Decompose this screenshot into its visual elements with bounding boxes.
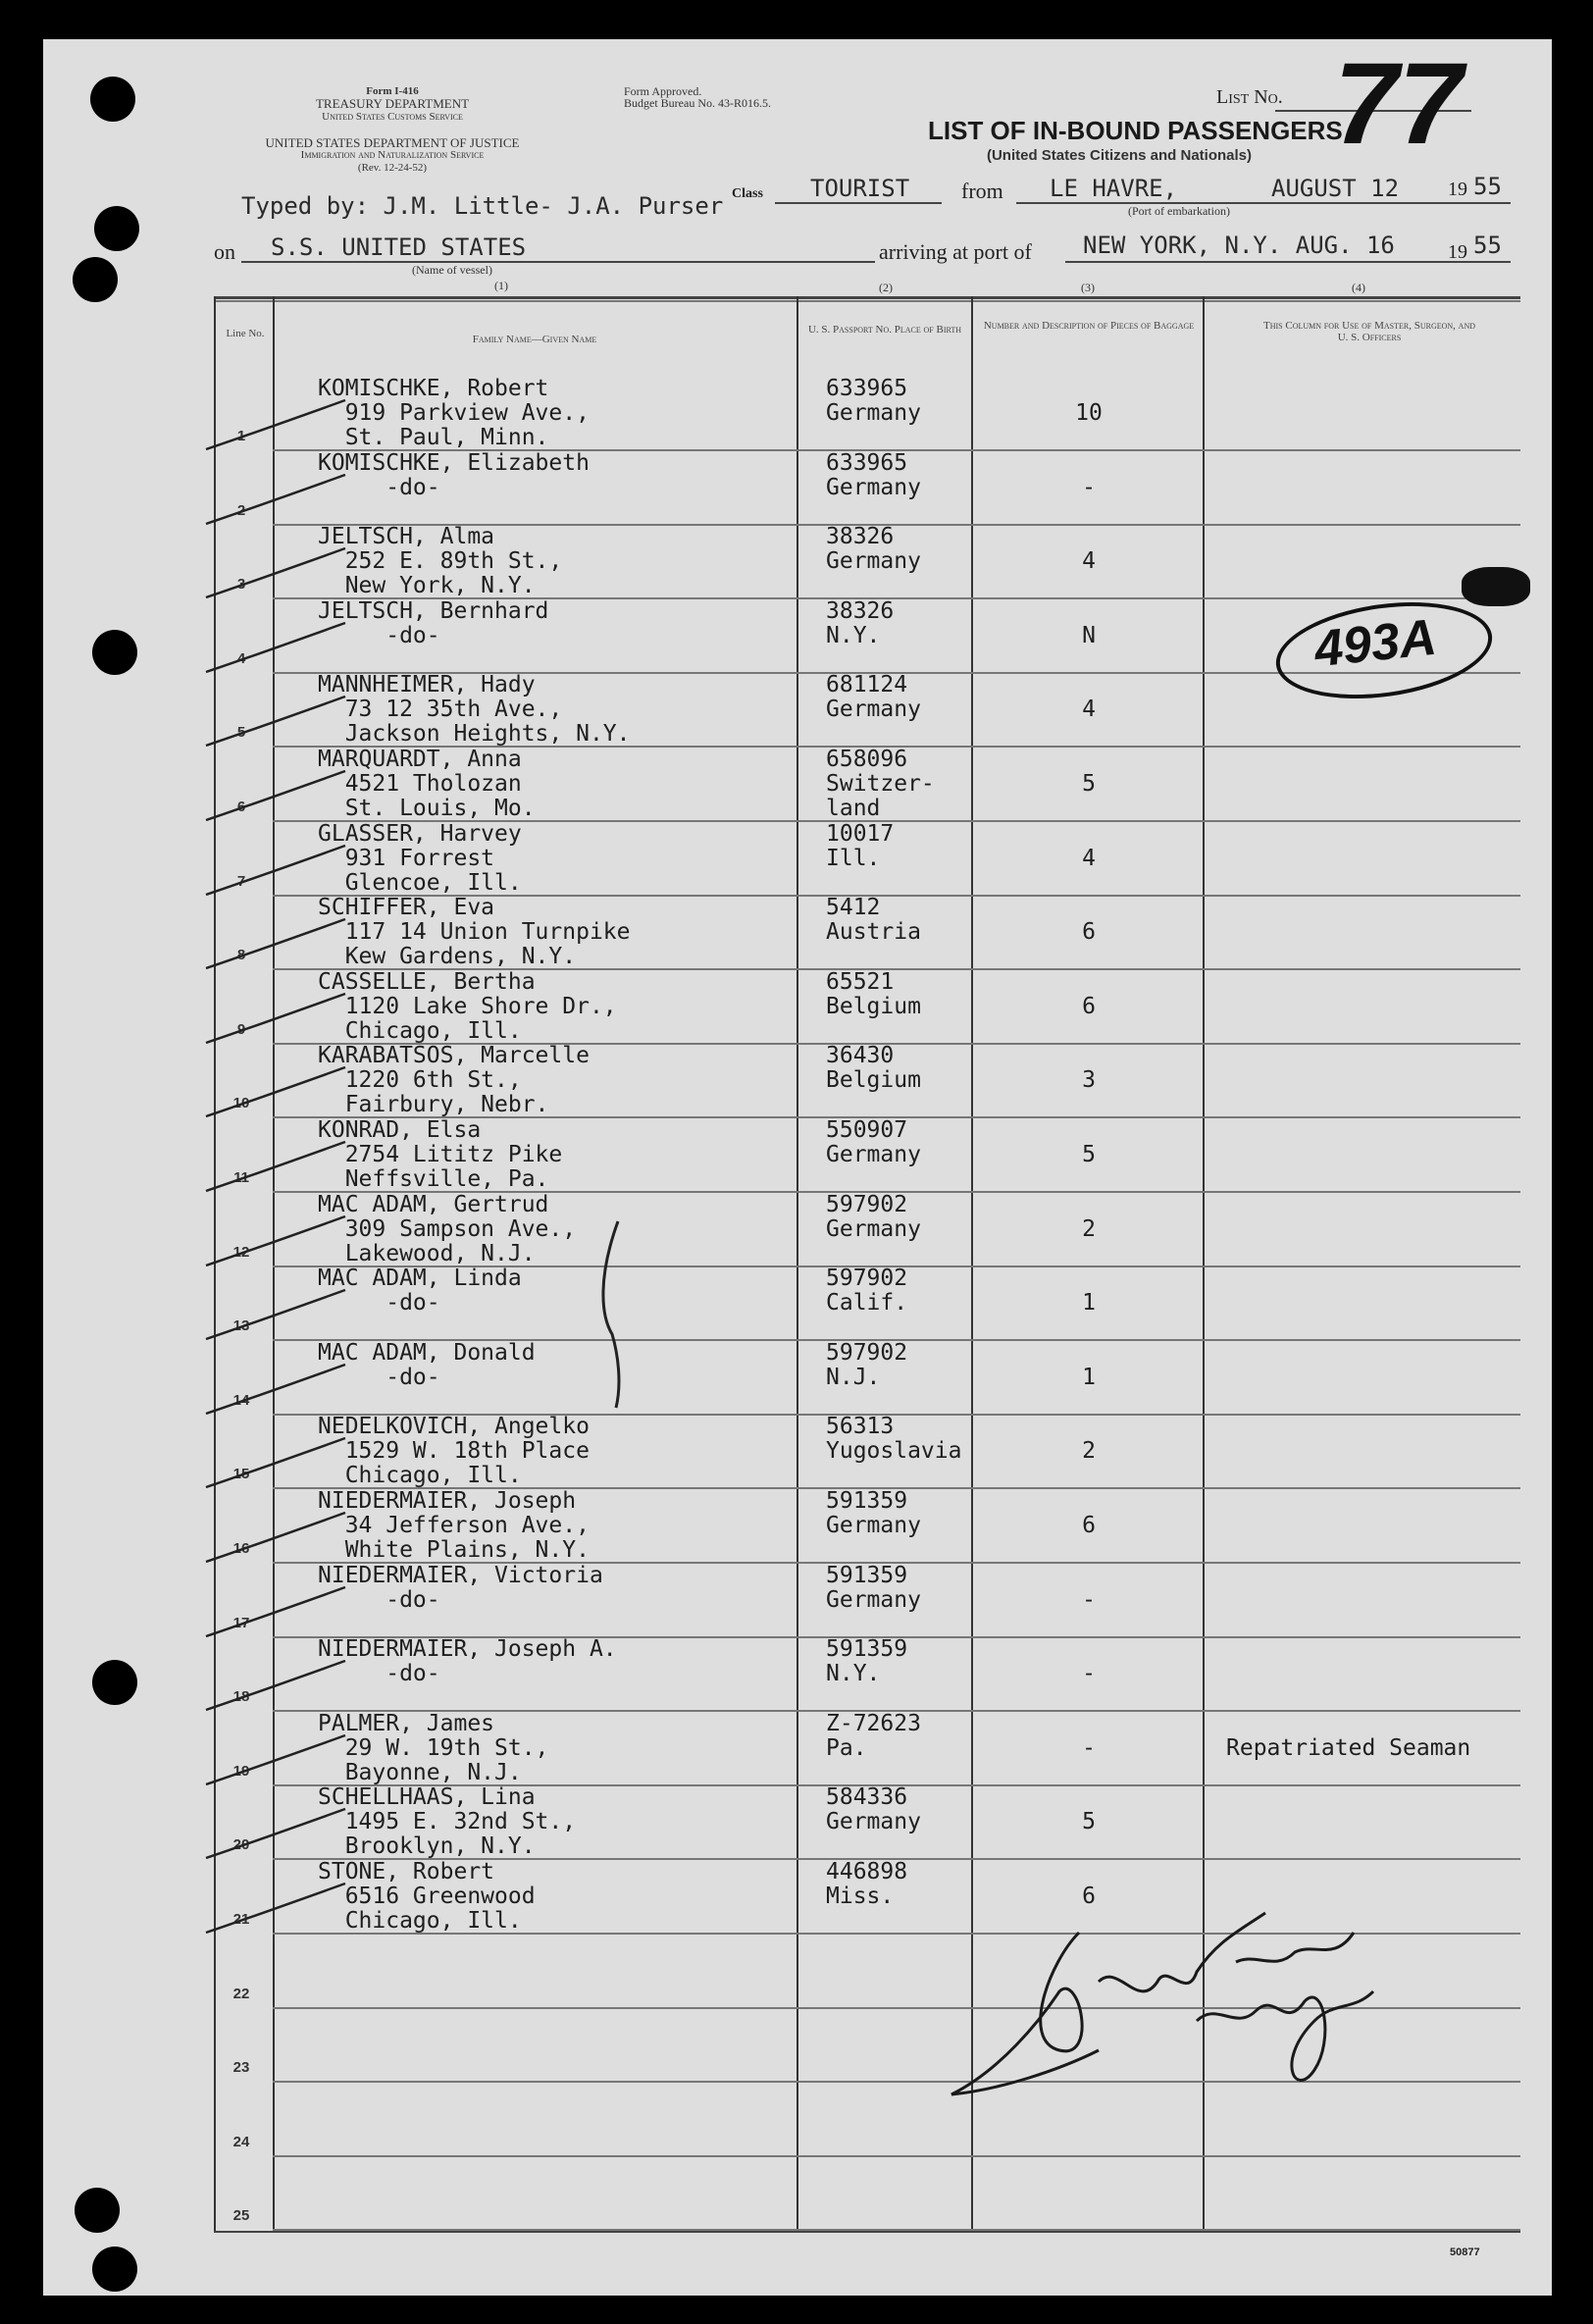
place-of-birth: N.Y. [826, 622, 881, 648]
line-number: 3 [236, 576, 246, 594]
col-num-2: (2) [879, 281, 893, 294]
passenger-name: JELTSCH, Bernhard [318, 597, 549, 624]
passenger-address: 919 Parkview Ave., [318, 400, 590, 426]
passenger-address: 1495 E. 32nd St., [318, 1809, 577, 1835]
baggage-count: 1 [1082, 1290, 1096, 1317]
passport-number: 56313 [826, 1414, 895, 1440]
passenger-address: -do- [318, 474, 440, 500]
passport-number: 591359 [826, 1636, 908, 1663]
baggage-count: 6 [1082, 919, 1096, 946]
document-title: LIST OF IN-BOUND PASSENGERS [928, 116, 1343, 145]
passenger-address: Kew Gardens, N.Y. [318, 944, 577, 970]
line-number: 4 [236, 649, 246, 667]
passenger-address: -do- [318, 1661, 440, 1687]
passport-number: 633965 [826, 376, 908, 401]
file-stamp-number: 493A [1311, 608, 1440, 679]
passenger-name: MAC ADAM, Gertrud [318, 1191, 549, 1217]
baggage-count: 6 [1082, 1884, 1096, 1909]
place-of-birth: Germany [826, 697, 921, 723]
col-num-1: (1) [494, 279, 508, 292]
arrival-year: 55 [1473, 232, 1502, 259]
baggage-count: 4 [1082, 845, 1096, 871]
passenger-address: -do- [318, 1586, 440, 1613]
passenger-address: 2754 Lititz Pike [318, 1142, 563, 1167]
binder-hole [92, 2247, 137, 2292]
revision-date: (Rev. 12-24-52) [357, 162, 428, 174]
passenger-address: Lakewood, N.J. [318, 1240, 536, 1266]
passenger-address: -do- [318, 622, 440, 648]
baggage-count: 2 [1082, 1215, 1096, 1242]
passenger-address: -do- [318, 1364, 440, 1390]
passenger-address: Jackson Heights, N.Y. [318, 721, 631, 748]
arriving-label: arriving at port of [879, 239, 1032, 264]
arrival-port: NEW YORK, N.Y. AUG. 16 [1083, 232, 1395, 259]
baggage-count: 4 [1082, 697, 1096, 723]
baggage-count: 6 [1082, 993, 1096, 1019]
passenger-name: SCHIFFER, Eva [318, 895, 495, 921]
passport-number: 597902 [826, 1339, 908, 1366]
vessel-name: S.S. UNITED STATES [271, 233, 527, 261]
passport-number: 597902 [826, 1265, 908, 1292]
passenger-name: JELTSCH, Alma [318, 524, 495, 550]
baggage-count: 10 [1075, 400, 1103, 426]
line-number: 6 [236, 799, 246, 815]
line-number: 14 [232, 1391, 250, 1409]
baggage-count: - [1082, 474, 1096, 500]
passenger-name: STONE, Robert [318, 1859, 495, 1885]
on-label: on [214, 239, 235, 264]
passenger-address: 6516 Greenwood [318, 1884, 536, 1909]
line-number: 8 [236, 947, 246, 964]
place-of-birth: Germany [826, 1142, 921, 1167]
passenger-address: White Plains, N.Y. [318, 1537, 590, 1563]
passport-number: 38326 [826, 524, 895, 550]
passenger-address: Fairbury, Nebr. [318, 1092, 549, 1118]
passport-number: 597902 [826, 1191, 908, 1217]
class-value: TOURIST [810, 175, 910, 202]
document-subtitle: (United States Citizens and Nationals) [986, 147, 1253, 164]
vessel-caption: (Name of vessel) [412, 263, 492, 277]
col-num-4: (4) [1352, 281, 1365, 294]
passenger-address: 73 12 35th Ave., [318, 697, 563, 723]
passenger-address: 1220 6th St., [318, 1067, 522, 1094]
passenger-address: 1120 Lake Shore Dr., [318, 993, 617, 1019]
passenger-address: 117 14 Union Turnpike [318, 919, 631, 946]
passport-number: 584336 [826, 1784, 908, 1811]
passenger-address: 4521 Tholozan [318, 771, 522, 797]
col-header-officers: This Column for Use of Master, Surgeon, and U. S. Officers [1263, 320, 1475, 343]
passport-number: Z-72623 [826, 1710, 921, 1736]
baggage-count: 1 [1082, 1364, 1096, 1390]
binder-hole [92, 1660, 137, 1705]
passenger-name: NEDELKOVICH, Angelko [318, 1414, 590, 1440]
col-num-3: (3) [1081, 281, 1095, 294]
baggage-count: N [1082, 622, 1096, 648]
baggage-count: - [1082, 1734, 1096, 1761]
passenger-name: KOMISCHKE, Elizabeth [318, 449, 590, 476]
place-of-birth: Miss. [826, 1884, 895, 1909]
baggage-count: 5 [1082, 771, 1096, 797]
line-number: 18 [232, 1688, 250, 1706]
passenger-address: Glencoe, Ill. [318, 869, 522, 896]
passenger-address: 252 E. 89th St., [318, 548, 563, 575]
baggage-count: 4 [1082, 548, 1096, 575]
line-number: 12 [232, 1243, 250, 1261]
passenger-address: 309 Sampson Ave., [318, 1215, 577, 1242]
passenger-address: Chicago, Ill. [318, 1017, 522, 1044]
form-number: Form I-416 [366, 85, 419, 97]
col-header-name: Family Name—Given Name [472, 334, 597, 345]
line-number: 2 [236, 501, 246, 519]
passenger-name: NIEDERMAIER, Victoria [318, 1562, 603, 1588]
place-of-birth: Germany [826, 1586, 921, 1613]
line-number: 25 [232, 2207, 250, 2225]
year-prefix: 19 [1448, 179, 1467, 200]
baggage-count: - [1082, 1586, 1096, 1613]
customs-service: United States Customs Service [322, 111, 463, 123]
passenger-address: 931 Forrest [318, 845, 495, 871]
place-of-birth: Germany [826, 1513, 921, 1538]
line-number: 9 [236, 1020, 246, 1038]
typed-by: Typed by: J.M. Little- J.A. Purser [241, 192, 724, 220]
place-of-birth: Pa. [826, 1734, 867, 1761]
officer-note: Repatriated Seaman [1226, 1734, 1471, 1761]
passenger-address: Chicago, Ill. [318, 1908, 522, 1934]
line-number: 24 [232, 2133, 250, 2150]
line-number: 22 [232, 1985, 250, 2002]
departure-date: AUGUST 12 [1271, 175, 1400, 202]
passenger-address: Neffsville, Pa. [318, 1166, 549, 1192]
col-header-baggage: Number and Description of Pieces of Baggage [983, 320, 1195, 332]
baggage-count: - [1082, 1661, 1096, 1687]
line-number: 17 [232, 1614, 250, 1631]
place-of-birth: Switzer- [826, 771, 935, 797]
place-of-birth: Belgium [826, 993, 921, 1019]
passenger-address: St. Paul, Minn. [318, 425, 549, 450]
port-of-embarkation: LE HAVRE, [1050, 175, 1178, 202]
document-serial: 50877 [1450, 2247, 1480, 2258]
passenger-name: MAC ADAM, Linda [318, 1265, 522, 1292]
place-of-birth: Belgium [826, 1067, 921, 1094]
baggage-count: 6 [1082, 1513, 1096, 1538]
line-number: 23 [232, 2059, 250, 2077]
passenger-name: KOMISCHKE, Robert [318, 376, 549, 401]
place-of-birth: Calif. [826, 1290, 908, 1317]
baggage-count: 2 [1082, 1438, 1096, 1465]
place-of-birth: Germany [826, 400, 921, 426]
budget-bureau: Budget Bureau No. 43-R016.5. [624, 96, 771, 110]
bracket-mark [589, 1216, 647, 1413]
passport-number: 658096 [826, 747, 908, 772]
departure-year: 55 [1473, 173, 1502, 200]
line-number: 13 [232, 1317, 250, 1335]
passenger-address: Chicago, Ill. [318, 1463, 522, 1489]
binder-hole [94, 206, 139, 251]
col-header-passport: U. S. Passport No. Place of Birth [807, 324, 962, 336]
passenger-address: St. Louis, Mo. [318, 796, 536, 821]
passenger-address: -do- [318, 1290, 440, 1317]
place-of-birth: land [826, 796, 881, 821]
binder-hole [92, 630, 137, 675]
passport-number: 38326 [826, 597, 895, 624]
passport-number: 591359 [826, 1562, 908, 1588]
line-number: 16 [232, 1540, 250, 1557]
passport-number: 446898 [826, 1859, 908, 1885]
line-number: 7 [236, 872, 246, 890]
passenger-address: 1529 W. 18th Place [318, 1438, 590, 1465]
col-header-line: Line No. [226, 328, 265, 339]
binder-hole [73, 257, 118, 302]
passenger-name: SCHELLHAAS, Lina [318, 1784, 536, 1811]
passenger-address: 29 W. 19th St., [318, 1734, 549, 1761]
line-number: 1 [236, 428, 246, 444]
passenger-address: Brooklyn, N.Y. [318, 1833, 536, 1860]
ink-blot [1462, 567, 1530, 606]
justice-dept: UNITED STATES DEPARTMENT OF JUSTICE [265, 135, 520, 150]
place-of-birth: N.Y. [826, 1661, 881, 1687]
place-of-birth: Austria [826, 919, 921, 946]
treasury-dept: TREASURY DEPARTMENT [315, 96, 470, 111]
passport-number: 10017 [826, 820, 895, 847]
passport-number: 550907 [826, 1117, 908, 1143]
passenger-name: KARABATSOS, Marcelle [318, 1043, 590, 1069]
passport-number: 36430 [826, 1043, 895, 1069]
passenger-name: NIEDERMAIER, Joseph [318, 1488, 577, 1514]
place-of-birth: Yugoslavia [826, 1438, 962, 1465]
passenger-name: MARQUARDT, Anna [318, 747, 522, 772]
passenger-name: CASSELLE, Bertha [318, 968, 536, 995]
line-number: 19 [232, 1762, 250, 1780]
place-of-birth: Germany [826, 1809, 921, 1835]
passenger-name: NIEDERMAIER, Joseph A. [318, 1636, 617, 1663]
ins-service: Immigration and Naturalization Service [300, 149, 485, 161]
passenger-name: MAC ADAM, Donald [318, 1339, 536, 1366]
line-number: 15 [232, 1466, 250, 1483]
place-of-birth: Germany [826, 548, 921, 575]
passenger-name: KONRAD, Elsa [318, 1117, 482, 1143]
passenger-name: GLASSER, Harvey [318, 820, 522, 847]
line-number: 11 [233, 1169, 249, 1186]
place-of-birth: Germany [826, 1215, 921, 1242]
place-of-birth: Germany [826, 474, 921, 500]
passenger-address: New York, N.Y. [318, 573, 536, 599]
baggage-count: 5 [1082, 1142, 1096, 1167]
line-number: 5 [236, 724, 246, 742]
baggage-count: 3 [1082, 1067, 1096, 1094]
passenger-address: 34 Jefferson Ave., [318, 1513, 590, 1538]
passport-number: 5412 [826, 895, 881, 921]
master-signature [942, 1903, 1432, 2119]
passenger-name: MANNHEIMER, Hady [318, 672, 536, 698]
place-of-birth: Ill. [826, 845, 881, 871]
line-number: 20 [232, 1836, 250, 1854]
passport-number: 65521 [826, 968, 895, 995]
line-number: 21 [232, 1911, 250, 1928]
list-no-label: List No. [1216, 86, 1283, 108]
list-number-handwritten: 77 [1334, 39, 1464, 169]
from-label: from [961, 179, 1003, 203]
class-label: Class [732, 186, 763, 201]
place-of-birth: N.J. [826, 1364, 881, 1390]
baggage-count: 5 [1082, 1809, 1096, 1835]
port-embark-caption: (Port of embarkation) [1128, 204, 1230, 218]
passenger-address: Bayonne, N.J. [318, 1759, 522, 1785]
binder-hole [75, 2188, 120, 2233]
line-number: 10 [232, 1095, 250, 1112]
form-approved: Form Approved. [624, 84, 702, 98]
binder-hole [90, 77, 135, 122]
passport-number: 681124 [826, 672, 908, 698]
passport-number: 633965 [826, 449, 908, 476]
passport-number: 591359 [826, 1488, 908, 1514]
year-prefix-2: 19 [1448, 241, 1467, 263]
passenger-name: PALMER, James [318, 1710, 495, 1736]
